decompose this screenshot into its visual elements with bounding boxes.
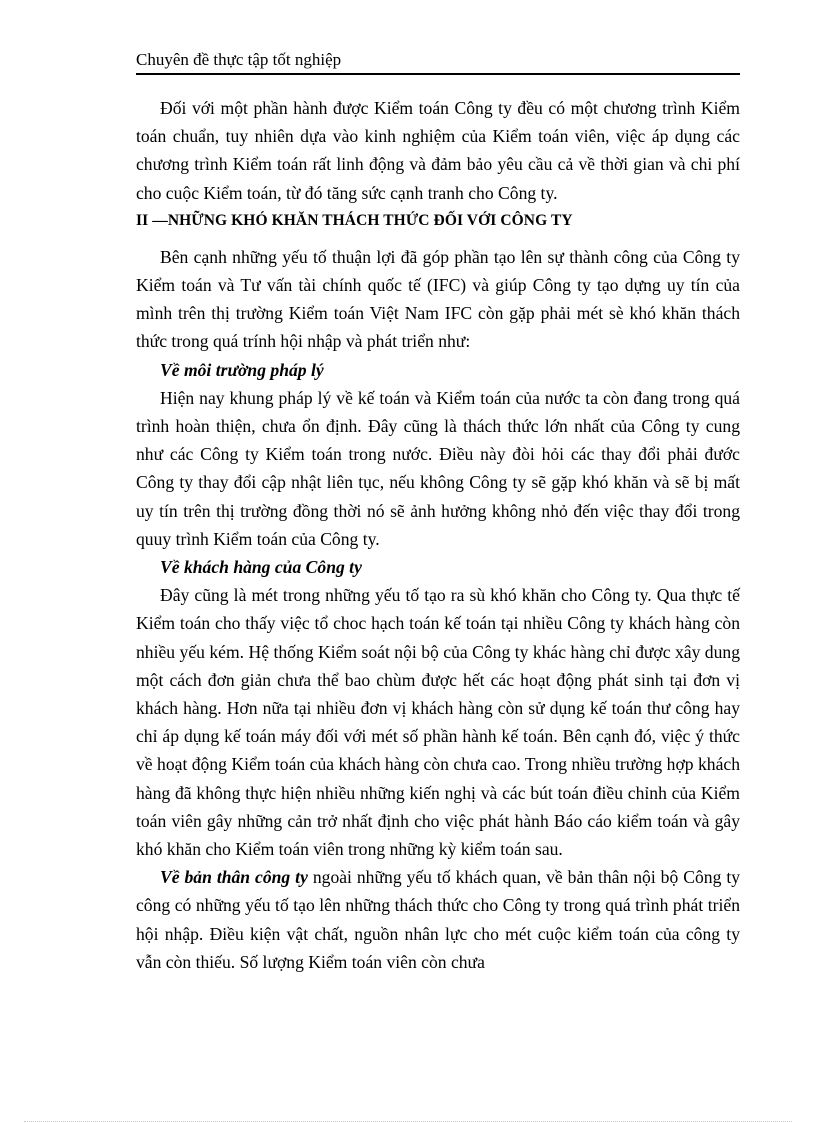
paragraph-internal-text: ngoài những yếu tố khách quan, về bản thân nội bộ Công ty công có những yếu tố tạo lên những thách thức cho Công ty trong quá trình phát triển hội nhập. Điều kiện vật chất, nguồn nhân lực cho mét cuộc kiểm toán của công ty vẫn còn thiếu. Số lượng Kiểm toán viên còn chưa bbox=[136, 867, 741, 972]
paragraph-context: Bên cạnh những yếu tố thuận lợi đã góp phần tạo lên sự thành công của Công ty Kiểm toán và Tư vấn tài chính quốc tế (IFC) và giúp Công ty tạo dựng uy tín của mình trên thị trường Kiểm toán Việt Nam IFC còn gặp phải mét sè khó khăn thách thức trong quá trính hội nhập và phát triển như: bbox=[136, 246, 740, 352]
subheading-legal-text: Về môi trường pháp lý bbox=[160, 359, 324, 380]
spacer bbox=[136, 235, 740, 243]
paragraph-intro: Đối với một phần hành được Kiểm toán Công ty đều có một chương trình Kiểm toán chuẩn, tuy nhiên dựa vào kinh nghiệm của Kiểm toán viên, việc áp dụng các chương trình Kiểm toán rất linh động và đảm bảo yêu cầu cả về thời gian và chi phí cho cuộc Kiểm toán, từ đó tăng sức cạnh tranh cho Công ty. bbox=[136, 98, 740, 203]
subheading-legal bbox=[136, 356, 740, 384]
document-body bbox=[136, 94, 740, 976]
page-bottom-rule bbox=[24, 1121, 792, 1122]
section-heading: II —NHỮNG KHÓ KHĂN THÁCH THỨC ĐỐI VỚI CÔNG TY bbox=[136, 211, 573, 229]
subheading-clients-text: Về khách hàng của Công ty bbox=[160, 557, 362, 578]
subheading-internal-text: Về bản thân công ty bbox=[160, 867, 308, 888]
paragraph-legal: Hiện nay khung pháp lý về kế toán và Kiểm toán của nước ta còn đang trong quá trình hoàn thiện, chưa ổn định. Đây cũng là thách thức lớn nhất của Công ty cung như các Công ty Kiểm toán trong nước. Điều này đòi hỏi các thay đổi phải đước Công ty thay đổi cập nhật liên tục, nếu không Công ty sẽ gặp khó khăn và sẽ bị mất uy tín trên thị trường đồng thời nó sẽ ảnh hưởng không nhỏ đến việc thay đổi trong quuy trình Kiểm toán của Công ty. bbox=[136, 387, 740, 549]
subheading-clients bbox=[136, 553, 740, 581]
page-header: Chuyên đề thực tập tốt nghiệp bbox=[136, 49, 740, 75]
paragraph-internal bbox=[136, 863, 740, 976]
paragraph-clients: Đây cũng là mét trong những yếu tố tạo ra sù khó khăn cho Công ty. Qua thực tế Kiểm toán cho thấy việc tổ choc hạch toán kế toán tại nhiều Công ty khách hàng còn nhiều yếu kém. Hệ thống Kiểm soát nội bộ của Công ty khác hàng chỉ được xây dung một cách đơn giản chưa thể bao chùm được hết các hoạt động phát sinh tại đơn vị khách hàng. Hơn nữa tại nhiều đơn vị khách hàng còn sử dụng kế toán thư công hay chỉ áp dụng kế toán máy đối với mét số phần hành kế toán. Bên cạnh đó, việc ý thức về hoạt động Kiểm toán của khách hàng còn chưa cao. Trong nhiều trường hợp khách hàng đã không thực hiện nhiều những kiến nghị và các bút toán điều chỉnh của Kiểm toán viên gây những cản trở nhất định cho việc phát hành Báo cáo kiểm toán và gây khó khăn cho Kiểm toán viên trong những kỳ kiểm toán sau. bbox=[136, 585, 740, 860]
